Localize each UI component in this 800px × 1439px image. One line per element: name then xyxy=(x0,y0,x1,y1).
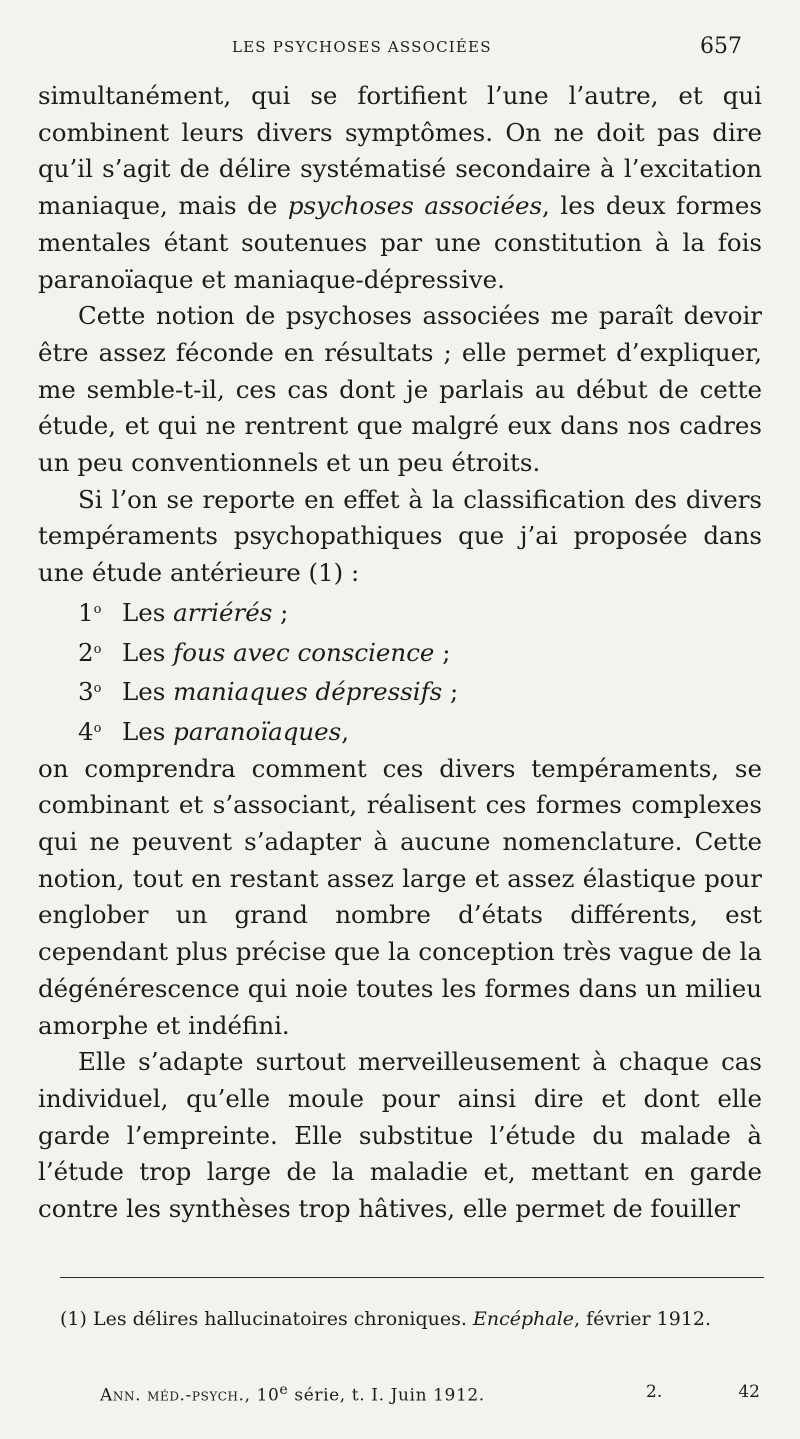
footnote-text-b: , février 1912. xyxy=(574,1308,712,1330)
list-punct: ; xyxy=(272,597,289,627)
list-number: 3$^o$ xyxy=(78,677,102,707)
citation-rest: série, t. I. Juin 1912. xyxy=(288,1385,485,1406)
list-punct: ; xyxy=(434,637,451,667)
paragraph-5: Elle s’adapte surtout merveilleusement à chaque cas individuel, qu’elle moule pour ainsi dire et dont elle garde l’empreinte. Elle substitue l’étude du malade à l’étude trop large de la maladie et, mettant en garde contre les synthèses trop hâtives, elle permet de fouiller xyxy=(38,1047,762,1224)
list-term: fous avec conscience xyxy=(173,637,435,667)
list-article: Les xyxy=(122,716,174,746)
journal-abbrev: Ann. méd.-psych. xyxy=(100,1385,245,1406)
footnote-text-a: Les délires hallucinatoires chroniques. xyxy=(86,1308,473,1330)
list-term: maniaques dépressifs xyxy=(173,677,443,707)
list-term: arriérés xyxy=(173,597,273,627)
footnote xyxy=(60,1306,764,1332)
list-item xyxy=(38,671,762,711)
list-item xyxy=(38,632,762,672)
series-text: , 10 xyxy=(244,1385,280,1406)
list-item xyxy=(38,711,762,751)
list-number: 1$^o$ xyxy=(78,597,102,627)
body-text xyxy=(38,78,762,1228)
paragraph-1 xyxy=(38,78,762,298)
footnote-divider xyxy=(60,1277,764,1278)
list-article: Les xyxy=(122,677,174,707)
list-number: 2$^o$ xyxy=(78,637,102,667)
running-title: LES PSYCHOSES ASSOCIÉES xyxy=(232,38,492,56)
paragraph-1-text-c: , les deux formes mentales étant soutenues par une constitution à la fois paranoïaque et maniaque-dépressive. xyxy=(38,191,762,294)
emphasis-psychoses-associees: psychoses associées xyxy=(287,191,543,221)
paragraph-1-text-a: simultanément, qui se fortifient l’une l’autre, et qui combinent leurs divers symptômes. On ne doit pas dire qu’il s’agit de délire systématisé secondaire à l’excitation maniaque, mais de xyxy=(38,81,762,221)
footnote-marker: (1) xyxy=(60,1308,87,1330)
journal-citation xyxy=(100,1382,485,1406)
footnote-journal: Encéphale xyxy=(472,1308,575,1330)
sheet-marker: 2. xyxy=(646,1382,663,1402)
temperament-list xyxy=(38,592,762,751)
list-article: Les xyxy=(122,597,174,627)
series-sup: e xyxy=(279,1382,289,1398)
page-number: 657 xyxy=(700,34,742,59)
sheet-number: 42 xyxy=(738,1382,760,1402)
list-number: 4$^o$ xyxy=(78,716,102,746)
printer-signature xyxy=(100,1382,760,1414)
paragraph-4: on comprendra comment ces divers tempéraments, se combinant et s’associant, réalisent ces formes complexes qui ne peuvent s’adapter à aucune nomenclature. Cette notion, tout en restant assez large et assez élastique pour englober un grand nombre d’états différents, est cependant plus précise que la conception très vague de la dégénérescence qui noie toutes les formes dans un milieu amorphe et indéfini. xyxy=(38,753,762,1040)
running-head xyxy=(0,34,800,64)
list-punct: ; xyxy=(442,677,459,707)
list-punct: , xyxy=(341,716,350,746)
list-item xyxy=(38,592,762,632)
paragraph-2: Cette notion de psychoses associées me paraît devoir être assez féconde en résultats ; elle permet d’expliquer, me semble-t-il, ces cas dont je parlais au début de cette étude, et qui ne rentrent que malgré eux dans nos cadres un peu conventionnels et un peu étroits. xyxy=(38,301,762,478)
list-article: Les xyxy=(122,637,174,667)
paragraph-3: Si l’on se reporte en effet à la classification des divers tempéraments psychopathiques que j’ai proposée dans une étude antérieure (1) : xyxy=(38,484,762,588)
list-term: paranoïaques xyxy=(173,716,342,746)
